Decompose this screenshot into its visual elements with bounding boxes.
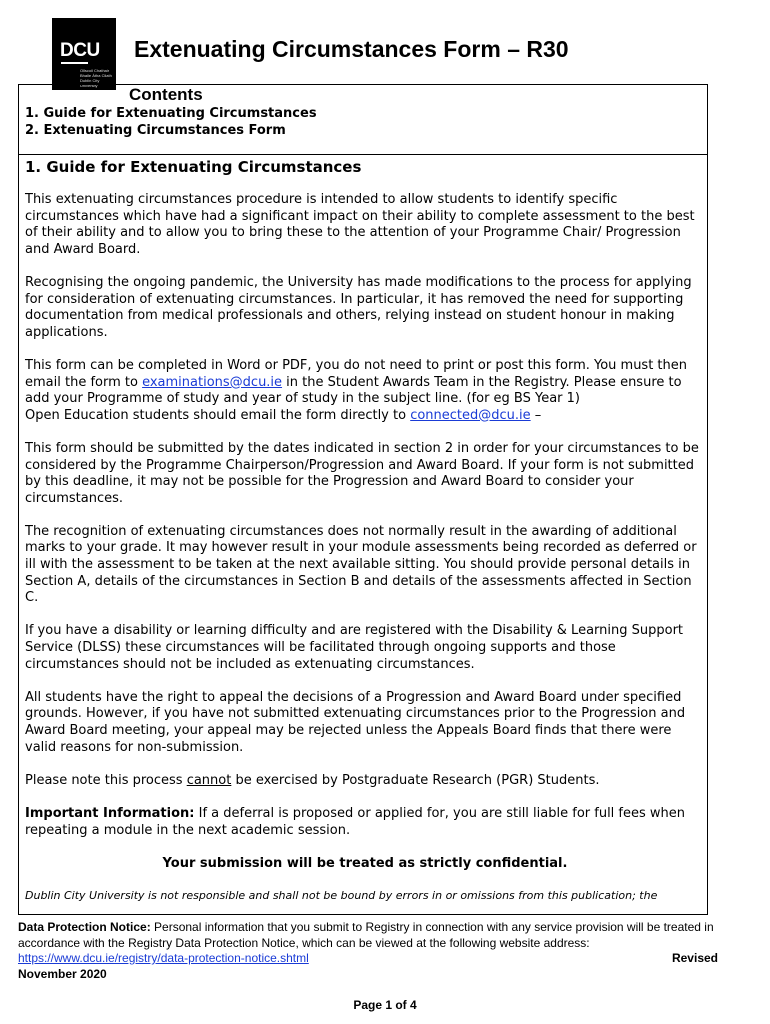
- text: Open Education students should email the form directly to: [25, 407, 411, 423]
- revised-date: November 2020: [18, 966, 107, 981]
- paragraph: The recognition of extenuating circumstances does not normally result in the awarding of additional marks to your grade. It may however result in your module assessments being recorded as deferred or ill with the assessment to be taken at the next available sitting. You should provide personal details in Section A, details of the circumstances in Section B and details of the assessments affected in Section C.: [25, 523, 697, 606]
- text: in the Student Awards Team in the Registry. Please ensure to add your Programme of study and year of study in the subject line. (for eg BS Year 1): [25, 374, 682, 407]
- data-protection-footer: [18, 920, 720, 982]
- text: If a deferral is proposed or applied for, you are still liable for full fees when repeating a module in the next academic session.: [25, 805, 686, 838]
- contents-title: Contents: [129, 85, 203, 104]
- paragraph: [25, 806, 705, 839]
- footer-text: Personal information that you submit to Registry in connection with any service provision will be treated in accordance with the Registry Data Protection Notice, which can be viewed at the following website address:: [18, 920, 714, 950]
- contents-item: 1. Guide for Extenuating Circumstances: [25, 106, 317, 121]
- connected-email-link[interactable]: connected@dcu.ie: [410, 407, 531, 423]
- revised-label: Revised: [671, 951, 718, 965]
- important-label: Important Information:: [25, 805, 195, 821]
- logo-text: DCU: [60, 40, 100, 61]
- logo-underline: [61, 62, 88, 64]
- page-number: Page 1 of 4: [353, 998, 417, 1012]
- paragraph: Recognising the ongoing pandemic, the University has made modifications to the process for applying for consideration of extenuating circumstances. In particular, it has removed the need for supporting documentation from medical professionals and others, relying instead on student honour in making applications.: [25, 274, 692, 340]
- form-title: Extenuating Circumstances Form – R30: [134, 36, 569, 62]
- paragraph: This extenuating circumstances procedure is intended to allow students to identify specific circumstances which have had a significant impact on their ability to complete assessment to the best of their ability and to allow you to bring these to the attention of your Programme Chair/ Progression and Award Board.: [25, 192, 695, 257]
- text: This form can be completed in Word or PDF, you do not need to print or post this form. You must then email the form to: [25, 357, 688, 390]
- guide-section: [25, 157, 705, 915]
- text: Please note this process: [25, 772, 187, 788]
- paragraph: [25, 358, 705, 424]
- underlined-text: cannot: [186, 772, 232, 788]
- guide-heading: 1. Guide for Extenuating Circumstances: [25, 158, 362, 176]
- paragraph: [25, 773, 705, 790]
- contents-list: [25, 105, 317, 139]
- divider: [19, 154, 707, 155]
- disclaimer: Dublin City University is not responsible and shall not be bound by errors in or omissions from this publication; the: [25, 888, 658, 902]
- text: be exercised by Postgraduate Research (PGR) Students.: [231, 772, 600, 788]
- contents-item: 2. Extenuating Circumstances Form: [25, 123, 286, 138]
- paragraph: If you have a disability or learning difficulty and are registered with the Disability & Learning Support Service (DLSS) these circumstances will be facilitated through ongoing supports and those circumstances should not be included as extenuating circumstances.: [25, 623, 684, 672]
- text: –: [530, 407, 542, 423]
- dcu-logo: [52, 18, 116, 90]
- logo-tagline: Ollscoil Chathair Bhaile Átha Cliath Dublin City University: [80, 68, 112, 88]
- footer-label: Data Protection Notice:: [18, 920, 151, 934]
- data-protection-link[interactable]: https://www.dcu.ie/registry/data-protection-notice.shtml: [18, 951, 309, 965]
- guide-frame: [18, 84, 708, 915]
- confidential-notice: Your submission will be treated as strictly confidential.: [162, 855, 568, 871]
- paragraph: This form should be submitted by the dates indicated in section 2 in order for your circumstances to be considered by the Programme Chairperson/Progression and Award Board. If your form is not submitted by this deadline, it may not be possible for the Progression and Award Board to consider your circumstances.: [25, 440, 699, 506]
- paragraph: All students have the right to appeal the decisions of a Progression and Award Board under specified grounds. However, if you have not submitted extenuating circumstances prior to the Progression and Award Board meeting, your appeal may be rejected unless the Appeals Board finds that there were valid reasons for non-submission.: [25, 689, 686, 755]
- examinations-email-link[interactable]: examinations@dcu.ie: [142, 374, 283, 390]
